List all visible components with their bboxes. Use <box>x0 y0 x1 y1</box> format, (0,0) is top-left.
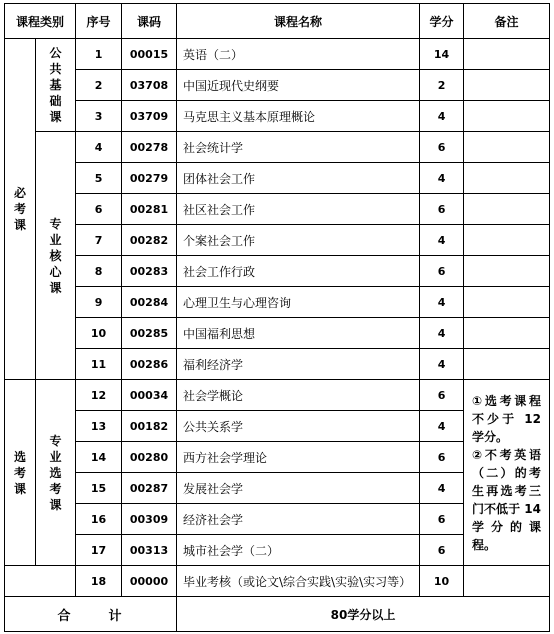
cell-credit: 4 <box>420 349 464 380</box>
header-seq: 序号 <box>76 4 122 39</box>
cell-name: 发展社会学 <box>177 473 420 504</box>
group-public-basic: 公共基础课 <box>36 39 76 132</box>
table-row <box>5 194 550 225</box>
cell-name: 经济社会学 <box>177 504 420 535</box>
cell-credit: 6 <box>420 194 464 225</box>
cell-credit: 10 <box>420 566 464 597</box>
cell-code: 00287 <box>122 473 177 504</box>
cell-note-empty <box>464 225 550 256</box>
cell-seq: 7 <box>76 225 122 256</box>
table-row <box>5 101 550 132</box>
cell-name: 社会学概论 <box>177 380 420 411</box>
cell-note-empty <box>464 287 550 318</box>
cell-code: 00284 <box>122 287 177 318</box>
cell-seq: 6 <box>76 194 122 225</box>
cell-seq: 13 <box>76 411 122 442</box>
cell-note-empty <box>464 566 550 597</box>
cell-credit: 4 <box>420 411 464 442</box>
cell-note-empty <box>464 256 550 287</box>
cell-name: 城市社会学（二） <box>177 535 420 566</box>
cell-code: 00000 <box>122 566 177 597</box>
cell-name: 社会工作行政 <box>177 256 420 287</box>
cell-seq: 9 <box>76 287 122 318</box>
cell-credit: 4 <box>420 473 464 504</box>
group-elective: 选考课 <box>5 380 36 566</box>
cell-seq: 4 <box>76 132 122 163</box>
table-row <box>5 225 550 256</box>
cell-code: 00278 <box>122 132 177 163</box>
group-required: 必考课 <box>5 39 36 380</box>
total-label: 合 计 <box>5 597 177 632</box>
table-row <box>5 163 550 194</box>
cell-seq: 10 <box>76 318 122 349</box>
cell-credit: 6 <box>420 504 464 535</box>
cell-seq: 16 <box>76 504 122 535</box>
cell-seq: 17 <box>76 535 122 566</box>
cell-credit: 4 <box>420 101 464 132</box>
cell-note-empty <box>464 318 550 349</box>
table-row <box>5 318 550 349</box>
cell-code: 00281 <box>122 194 177 225</box>
course-table <box>4 3 550 632</box>
cell-name: 中国近现代史纲要 <box>177 70 420 101</box>
cell-seq: 5 <box>76 163 122 194</box>
table-row <box>5 566 550 597</box>
table-row <box>5 132 550 163</box>
header-code: 课码 <box>122 4 177 39</box>
cell-credit: 4 <box>420 287 464 318</box>
cell-credit: 6 <box>420 256 464 287</box>
cell-credit: 4 <box>420 225 464 256</box>
cell-seq: 15 <box>76 473 122 504</box>
cell-code: 00034 <box>122 380 177 411</box>
cell-code: 00282 <box>122 225 177 256</box>
total-value: 80学分以上 <box>177 597 550 632</box>
cell-note-empty <box>464 163 550 194</box>
header-name: 课程名称 <box>177 4 420 39</box>
cell-code: 00286 <box>122 349 177 380</box>
table-row <box>5 380 550 411</box>
cell-name: 毕业考核（或论文\综合实践\实验\实习等） <box>177 566 420 597</box>
cell-name: 社区社会工作 <box>177 194 420 225</box>
cell-seq: 14 <box>76 442 122 473</box>
cell-seq: 1 <box>76 39 122 70</box>
cell-seq: 12 <box>76 380 122 411</box>
cell-seq: 18 <box>76 566 122 597</box>
group-major-core: 专业核心课 <box>36 132 76 380</box>
cell-code: 00285 <box>122 318 177 349</box>
cell-note-empty <box>464 194 550 225</box>
group-major-elective: 专业选考课 <box>36 380 76 566</box>
cell-note-empty <box>464 70 550 101</box>
cell-name: 西方社会学理论 <box>177 442 420 473</box>
cell-code: 00015 <box>122 39 177 70</box>
cell-code: 03708 <box>122 70 177 101</box>
cell-credit: 4 <box>420 163 464 194</box>
cell-note-empty <box>464 101 550 132</box>
cell-category-empty <box>5 566 76 597</box>
header-note: 备注 <box>464 4 550 39</box>
cell-name: 心理卫生与心理咨询 <box>177 287 420 318</box>
cell-code: 00309 <box>122 504 177 535</box>
cell-note-empty <box>464 349 550 380</box>
cell-credit: 14 <box>420 39 464 70</box>
cell-note-empty <box>464 39 550 70</box>
cell-credit: 4 <box>420 318 464 349</box>
cell-name: 福利经济学 <box>177 349 420 380</box>
table-row <box>5 287 550 318</box>
cell-seq: 8 <box>76 256 122 287</box>
cell-name: 团体社会工作 <box>177 163 420 194</box>
cell-code: 03709 <box>122 101 177 132</box>
cell-seq: 3 <box>76 101 122 132</box>
cell-credit: 6 <box>420 442 464 473</box>
total-row <box>5 597 550 632</box>
header-category: 课程类别 <box>5 4 76 39</box>
cell-code: 00182 <box>122 411 177 442</box>
cell-name: 中国福利思想 <box>177 318 420 349</box>
cell-credit: 6 <box>420 380 464 411</box>
table-row <box>5 349 550 380</box>
cell-code: 00279 <box>122 163 177 194</box>
cell-credit: 2 <box>420 70 464 101</box>
cell-name: 英语（二） <box>177 39 420 70</box>
cell-code: 00283 <box>122 256 177 287</box>
elective-note <box>464 380 550 566</box>
cell-seq: 11 <box>76 349 122 380</box>
note-line-1: ①选考课程不少于 12 学分。 <box>472 393 542 444</box>
table-row <box>5 70 550 101</box>
header-credit: 学分 <box>420 4 464 39</box>
cell-name: 马克思主义基本原理概论 <box>177 101 420 132</box>
cell-name: 个案社会工作 <box>177 225 420 256</box>
cell-code: 00313 <box>122 535 177 566</box>
cell-code: 00280 <box>122 442 177 473</box>
cell-name: 公共关系学 <box>177 411 420 442</box>
note-line-2: ②不考英语（二）的考生再选考三门不低于 14 学分的课程。 <box>472 447 542 552</box>
cell-credit: 6 <box>420 535 464 566</box>
cell-seq: 2 <box>76 70 122 101</box>
table-row <box>5 256 550 287</box>
cell-note-empty <box>464 132 550 163</box>
cell-name: 社会统计学 <box>177 132 420 163</box>
header-row <box>5 4 550 39</box>
table-row <box>5 39 550 70</box>
cell-credit: 6 <box>420 132 464 163</box>
